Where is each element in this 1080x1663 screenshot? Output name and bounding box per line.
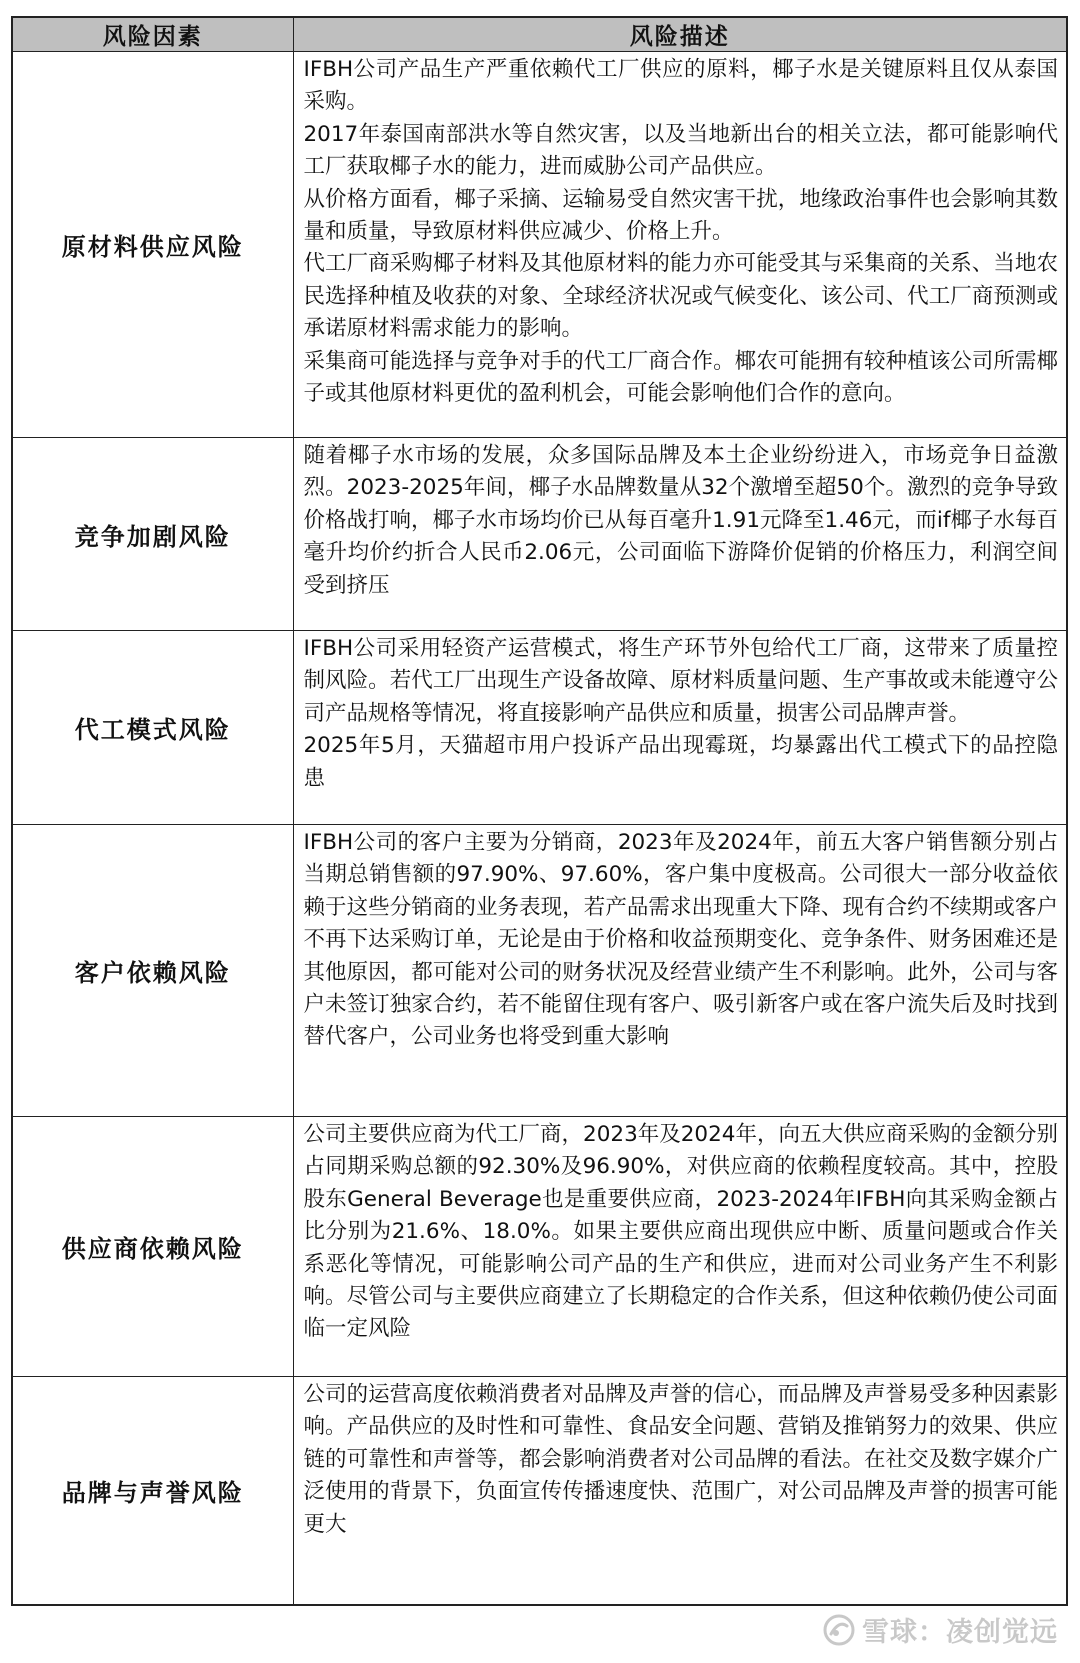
risk-factor-cell: 原材料供应风险 <box>12 52 293 438</box>
risk-factor-cell: 竞争加剧风险 <box>12 438 293 631</box>
description-paragraph: 公司的运营高度依赖消费者对品牌及声誉的信心，而品牌及声誉易受多种因素影响。产品供应的及时性和可靠性、食品安全问题、营销及推销努力的效果、供应链的可靠性和声誉等，都会影响消费者对公司品牌的看法。在社交及数字媒介广泛使用的背景下，负面宣传传播速度快、范围广，对公司品牌及声誉的损害可能更大 <box>303 1382 1058 1537</box>
description-paragraph: IFBH公司采用轻资产运营模式，将生产环节外包给代工厂商，这带来了质量控制风险。若代工厂出现生产设备故障、原材料质量问题、生产事故或未能遵守公司产品规格等情况，将直接影响产品供应和质量，损害公司品牌声誉。 <box>303 636 1058 726</box>
description-paragraph: IFBH公司产品生产严重依赖代工厂供应的原料，椰子水是关键原料且仅从泰国采购。 <box>303 57 1058 115</box>
description-paragraph: 采集商可能选择与竞争对手的代工厂商合作。椰农可能拥有较种植该公司所需椰子或其他原材料更优的盈利机会，可能会影响他们合作的意向。 <box>303 348 1058 407</box>
description-paragraph: 2025年5月，天猫超市用户投诉产品出现霉斑，均暴露出代工模式下的品控隐患 <box>303 733 1058 791</box>
risk-description-cell <box>293 631 1067 825</box>
risk-factor-cell: 客户依赖风险 <box>12 825 293 1117</box>
table-row <box>12 52 1067 438</box>
table-row <box>12 1117 1067 1377</box>
description-paragraph: 从价格方面看，椰子采摘、运输易受自然灾害干扰，地缘政治事件也会影响其数量和质量，导致原材料供应减少、价格上升。 <box>303 186 1058 245</box>
description-paragraph: 公司主要供应商为代工厂商，2023年及2024年，向五大供应商采购的金额分别占同期采购总额的92.30%及96.90%，对供应商的依赖程度较高。其中，控股股东General Beverage也是重要供应商，2023-2024年IFBH向其采购金额占比分别为21.6%、18.0%。如果主要供应商出现供应中断、质量问题或合作关系恶化等情况，可能影响公司产品的生产和供应，进而对公司业务产生不利影响。尽管公司与主要供应商建立了长期稳定的合作关系，但这种依赖仍使公司面临一定风险 <box>303 1122 1058 1342</box>
description-paragraph: 代工厂商采购椰子材料及其他原材料的能力亦可能受其与采集商的关系、当地农民选择种植及收获的对象、全球经济状况或气候变化、该公司、代工厂商预测或承诺原材料需求能力的影响。 <box>303 251 1058 342</box>
table-row <box>12 438 1067 631</box>
risk-description-cell <box>293 825 1067 1117</box>
snowball-logo-icon <box>822 1613 856 1647</box>
risk-factor-cell: 品牌与声誉风险 <box>12 1377 293 1605</box>
risk-factor-cell: 供应商依赖风险 <box>12 1117 293 1377</box>
risk-table <box>11 16 1068 1606</box>
risk-factor-cell: 代工模式风险 <box>12 631 293 825</box>
table-row <box>12 1377 1067 1605</box>
watermark <box>822 1610 1058 1649</box>
risk-description-cell <box>293 438 1067 631</box>
header-risk-factor: 风险因素 <box>12 17 293 52</box>
table-row <box>12 631 1067 825</box>
header-risk-description: 风险描述 <box>293 17 1067 52</box>
watermark-text: 雪球：凌创觉远 <box>862 1617 1058 1648</box>
description-paragraph: IFBH公司的客户主要为分销商，2023年及2024年，前五大客户销售额分别占当期总销售额的97.90%、97.60%，客户集中度极高。公司很大一部分收益依赖于这些分销商的业务表现，若产品需求出现重大下降、现有合约不续期或客户不再下达采购订单，无论是由于价格和收益预期变化、竞争条件、财务困难还是其他原因，都可能对公司的财务状况及经营业绩产生不利影响。此外，公司与客户未签订独家合约，若不能留住现有客户、吸引新客户或在客户流失后及时找到替代客户，公司业务也将受到重大影响 <box>303 830 1058 1050</box>
risk-description-cell <box>293 52 1067 438</box>
risk-description-cell <box>293 1377 1067 1605</box>
table-row <box>12 825 1067 1117</box>
description-paragraph: 随着椰子水市场的发展，众多国际品牌及本土企业纷纷进入，市场竞争日益激烈。2023-2025年间，椰子水品牌数量从32个激增至超50个。激烈的竞争导致价格战打响，椰子水市场均价已从每百毫升1.91元降至1.46元，而if椰子水每百毫升均价约折合人民币2.06元，公司面临下游降价促销的价格压力，利润空间受到挤压 <box>303 443 1058 598</box>
description-paragraph: 2017年泰国南部洪水等自然灾害，以及当地新出台的相关立法，都可能影响代工厂获取椰子水的能力，进而威胁公司产品供应。 <box>303 121 1058 180</box>
risk-description-cell <box>293 1117 1067 1377</box>
table-header-row <box>12 17 1067 52</box>
